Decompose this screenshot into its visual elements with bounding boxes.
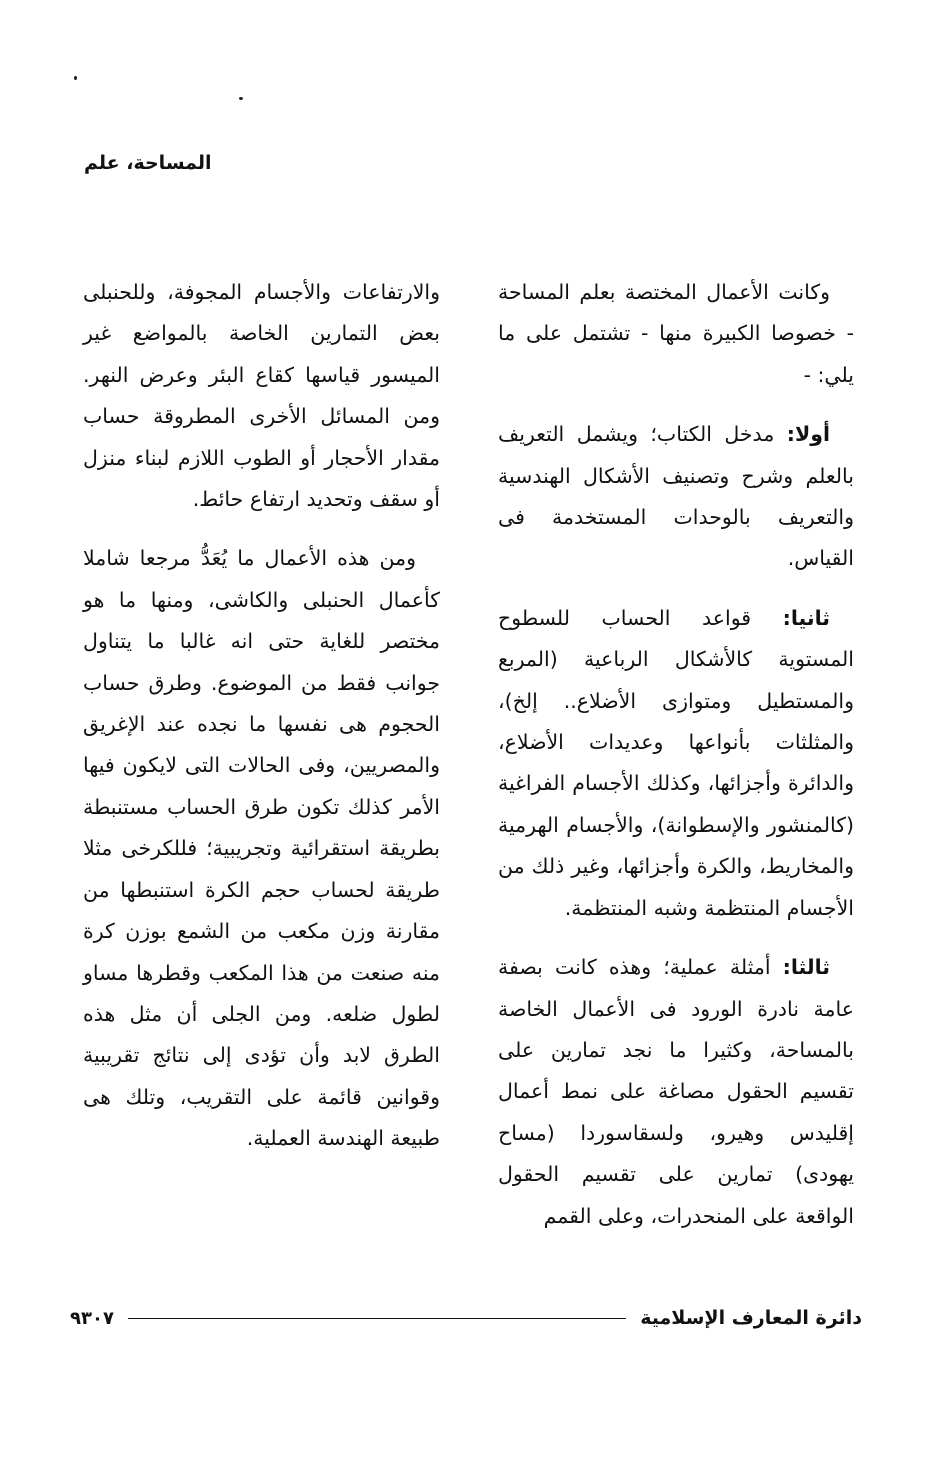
running-head-title: المساحة، علم xyxy=(84,152,212,174)
paragraph-second-label: ثانيا: xyxy=(782,605,830,630)
paragraph-third-text: أمثلة عملية؛ وهذه كانت بصفة عامة نادرة الورود فى الأعمال الخاصة بالمساحة، وكثيرا ما نجد تمارين على تقسيم الحقول مصاغة على نمط أعمال إقليدس وهيرو، ولسقاسوردا (مساح يهودى) تمارين على تقسيم الحقول الواقعة على المنحدرات، وعلى القمم xyxy=(498,955,854,1228)
paragraph-continuation-text: والارتفاعات والأجسام المجوفة، وللحنبلى بعض التمارين الخاصة بالمواضع غير الميسور قياسها كقاع البئر وعرض النهر. ومن المسائل الأخرى المطروقة حساب مقدار الأحجار أو الطوب اللازم لبناء منزل أو سقف وتحديد ارتفاع حائط. xyxy=(83,280,440,512)
footer-rule xyxy=(128,1318,626,1319)
scan-speck-1 xyxy=(74,76,77,80)
paragraph-third xyxy=(498,947,854,1237)
paragraph-works xyxy=(83,538,440,1159)
footer-publication-title: دائرة المعارف الإسلامية xyxy=(640,1307,862,1329)
paragraph-works-text: ومن هذه الأعمال ما يُعَدُّ مرجعا شاملا كأعمال الحنبلى والكاشى، ومنها ما هو مختصر للغاية حتى انه غالبا ما يتناول جوانب فقط من الموضوع. وطرق حساب الحجوم هى نفسها ما نجده عند الإغريق والمصريين، وفى الحالات التى لايكون فيها الأمر كذلك تكون طرق الحساب مستنبطة بطريقة استقرائية وتجريبية؛ فللكرخى مثلا طريقة لحساب حجم الكرة استنبطها من مقارنة وزن مكعب من الشمع بوزن كرة منه صنعت من هذا المكعب وقطرها مساو لطول ضلعه. ومن الجلى أن مثل هذه الطرق لابد وأن تؤدى إلى نتائج تقريبية وقوانين قائمة على التقريب، وتلك هى طبيعة الهندسة العملية. xyxy=(83,546,440,1151)
paragraph-first-text: مدخل الكتاب؛ ويشمل التعريف بالعلم وشرح وتصنيف الأشكال الهندسية والتعريف بالوحدات المستخدمة فى القياس. xyxy=(498,422,854,571)
paragraph-continuation xyxy=(83,272,440,520)
page-footer xyxy=(70,1298,862,1338)
paragraph-second-text: قواعد الحساب للسطوح المستوية كالأشكال الرباعية (المربع والمستطيل ومتوازى الأضلاع.. إلخ)، والمثلثات بأنواعها وعديدات الأضلاع، والدائرة وأجزائها، وكذلك الأجسام الفراغية (كالمنشور والإسطوانة)، والأجسام الهرمية والمخاريط، والكرة وأجزائها، وغير ذلك من الأجسام المنتظمة وشبه المنتظمة. xyxy=(498,605,854,920)
scan-speck-2 xyxy=(239,97,243,100)
footer-page-number: ٩٣٠٧ xyxy=(70,1307,114,1329)
paragraph-intro-text: وكانت الأعمال المختصة بعلم المساحة - خصوصا الكبيرة منها - تشتمل على ما يلي: - xyxy=(498,280,854,387)
paragraph-first xyxy=(498,414,854,580)
paragraph-first-label: أولا: xyxy=(786,422,830,447)
paragraph-intro xyxy=(498,272,854,396)
paragraph-third-label: ثالثا: xyxy=(782,955,830,980)
text-column-right xyxy=(498,272,854,1255)
text-column-left xyxy=(83,272,440,1178)
paragraph-second xyxy=(498,598,854,929)
